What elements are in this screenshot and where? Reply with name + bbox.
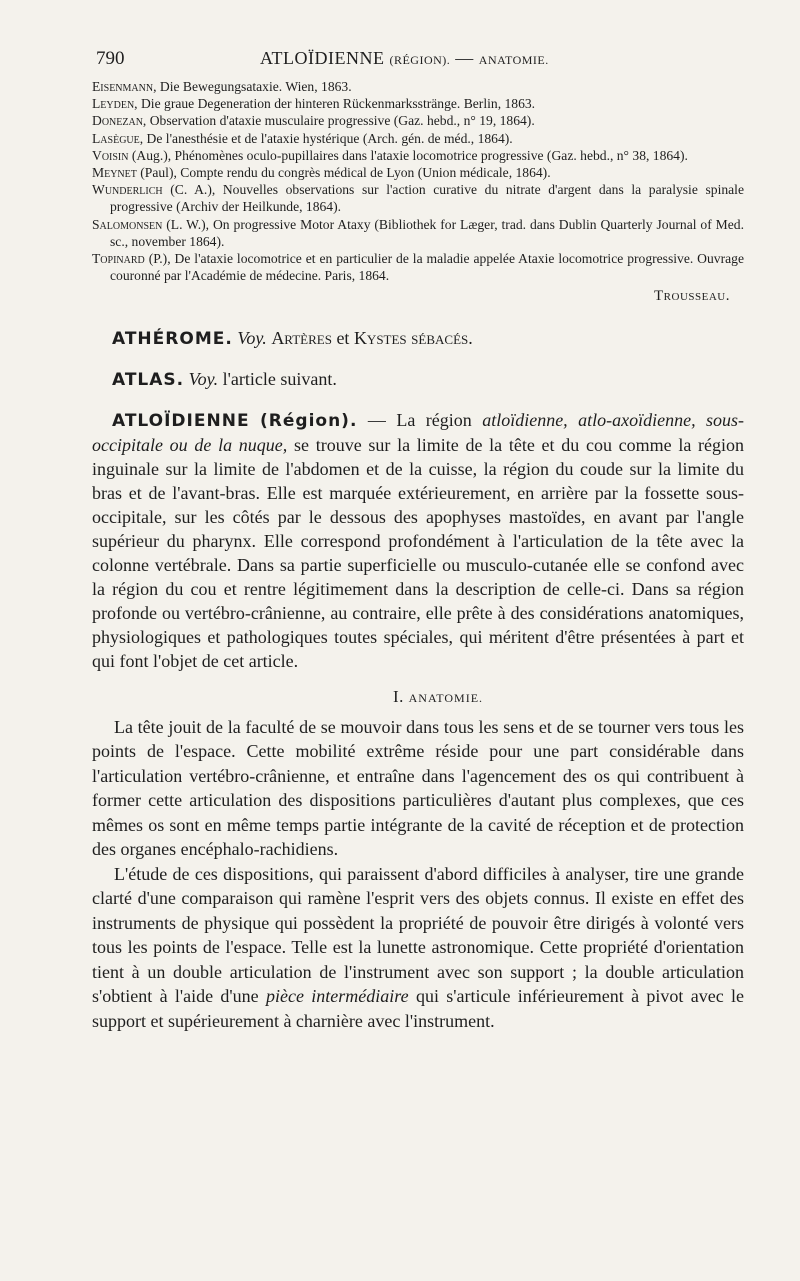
page-number: 790 bbox=[96, 48, 125, 69]
section-numeral: I. bbox=[392, 686, 404, 706]
headword-atlas: ATLAS. bbox=[112, 369, 185, 390]
bib-text: (Aug.), Phénomènes oculo-pupillaires dans l'ataxie locomotrice progressive (Gaz. hebd., n° 38, 1864). bbox=[128, 147, 688, 163]
bib-text: (C. A.), Nouvelles observations sur l'action curative du nitrate d'argent dans la paralysie spinale progressive (Archiv der Heilkunde, 1864). bbox=[110, 182, 744, 215]
bibliography-entry bbox=[92, 216, 744, 250]
entry-atherome bbox=[92, 326, 744, 351]
bib-author: Salomonsen bbox=[92, 216, 163, 232]
cross-reference: Kystes sébacés. bbox=[353, 327, 473, 348]
bib-text: (L. W.), On progressive Motor Ataxy (Bibliothek for Læger, trad. dans Dublin Quarterly Journal of Med. sc., november 1864). bbox=[110, 216, 744, 249]
bib-author: Lasègue, bbox=[92, 130, 144, 146]
section-title: ANATOMIE. bbox=[408, 690, 484, 705]
bib-text: Die Bewegungsataxie. Wien, 1863. bbox=[156, 79, 352, 94]
entry-italic-terms: atloïdienne, atlo-axoïdienne, sous-occipitale ou de la nuque, bbox=[92, 409, 745, 455]
voy-reference: Voy. bbox=[188, 368, 219, 389]
paragraph-italic: pièce intermédiaire bbox=[266, 986, 409, 1007]
paragraph-text: qui s'articule inférieurement à pivot avec le support et supérieurement à charnière avec l'instrument. bbox=[92, 986, 745, 1031]
bibliography bbox=[92, 78, 744, 306]
running-title bbox=[260, 48, 549, 69]
headword-subtitle: (Région). bbox=[260, 410, 358, 431]
bibliography-entry bbox=[92, 95, 744, 112]
section-heading bbox=[132, 687, 744, 707]
running-title-region: (RÉGION). bbox=[389, 53, 451, 67]
page bbox=[92, 42, 744, 1033]
headword-atloidienne: ATLOÏDIENNE bbox=[112, 410, 250, 431]
running-title-section: ANATOMIE. bbox=[478, 53, 549, 67]
cross-reference: l'article suivant. bbox=[222, 368, 337, 389]
bibliography-entry bbox=[92, 147, 744, 164]
bibliography-entry bbox=[92, 250, 744, 284]
entry-text: se trouve sur la limite de la tête et du cou comme la région inguinale sur la limite de l'abdomen et de la cuisse, la région du coude sur la limite du bras et de l'avant-bras. Elle est marquée extérieurement, en arrière par la fossette sous-occipitale, sur les côtés par le dessous des apophyses mastoïdes, en avant par l'angle supérieur du pharynx. Elle correspond profondément à l'articulation de la tête avec la colonne vertébrale. Dans sa partie superficielle ou musculo-cutanée elle se confond avec la région du cou et rentre légitimement dans la description de celle-ci. Dans sa région profonde ou vertébro-crânienne, au contraire, elle prête à des considérations anatomiques, physiologiques et pathologiques toutes spéciales, qui méritent d'être présentées à part et qui font l'objet de cet article. bbox=[92, 434, 745, 671]
bib-author: Leyden, bbox=[92, 96, 138, 112]
paragraph-text: L'étude de ces dispositions, qui paraissent d'abord difficiles à analyser, tire une grande clarté d'une comparaison qui ramène l'esprit vers des objets connus. Il existe en effet des instruments de physique qui possèdent la propriété de pouvoir être dirigés à volonté vers tous les points de l'espace. Telle est la lunette astronomique. Cette propriété d'orientation tient à un double articulation de l'instrument avec son support ; la double articulation s'obtient à l'aide d'une bbox=[92, 863, 744, 1007]
running-title-dash: — bbox=[455, 48, 474, 68]
bib-author: Voisin bbox=[92, 147, 129, 163]
paragraph bbox=[92, 862, 744, 1034]
bib-author: Topinard bbox=[92, 251, 145, 267]
conjunction: et bbox=[336, 327, 350, 348]
running-title-main: ATLOÏDIENNE bbox=[260, 48, 385, 68]
bib-text: (P.), De l'ataxie locomotrice et en particulier de la maladie appelée Ataxie locomotrice progressive. Ouvrage couronné par l'Académie de médecine. Paris, 1864. bbox=[110, 251, 744, 284]
entry-dash: — bbox=[367, 409, 386, 430]
bib-text: De l'anesthésie et de l'ataxie hystérique (Arch. gén. de méd., 1864). bbox=[143, 130, 513, 146]
bib-text: (Paul), Compte rendu du congrès médical de Lyon (Union médicale, 1864). bbox=[136, 165, 551, 181]
running-head bbox=[92, 42, 744, 72]
bibliography-entry bbox=[92, 164, 744, 181]
bibliography-entry bbox=[92, 181, 744, 215]
bib-author: Meynet bbox=[92, 165, 137, 181]
headword-atherome: ATHÉROME. bbox=[112, 328, 233, 349]
entry-text: La région bbox=[396, 409, 472, 430]
cross-reference: Artères bbox=[271, 327, 332, 348]
bibliography-entry bbox=[92, 78, 744, 95]
bib-author: Wunderlich bbox=[92, 182, 163, 198]
paragraph: La tête jouit de la faculté de se mouvoir dans tous les sens et de se tourner vers tous les points de l'espace. Cette mobilité extrême réside pour une part considérable dans l'articulation vertébro-crânienne, et entraîne dans l'agencement des os qui contribuent à former cette articulation des dispositions particulières d'autant plus complexes, que ces mêmes os sont en même temps partie intégrante de la cavité de réception et de protection des organes encéphalo-rachidiens. bbox=[92, 716, 744, 860]
entry-atloidienne bbox=[92, 408, 744, 673]
entry-atlas bbox=[92, 367, 744, 392]
bib-author: Eisenmann, bbox=[92, 79, 157, 94]
bibliography-entry bbox=[92, 130, 744, 147]
bibliography-entry bbox=[92, 112, 744, 129]
author-signature: Trousseau. bbox=[654, 288, 730, 305]
bib-author: Donezan, bbox=[92, 113, 147, 129]
bib-text: Observation d'ataxie musculaire progressive (Gaz. hebd., n° 19, 1864). bbox=[146, 113, 535, 129]
voy-reference: Voy. bbox=[237, 327, 267, 348]
bib-text: Die graue Degeneration der hinteren Rückenmarksstränge. Berlin, 1863. bbox=[137, 96, 536, 112]
